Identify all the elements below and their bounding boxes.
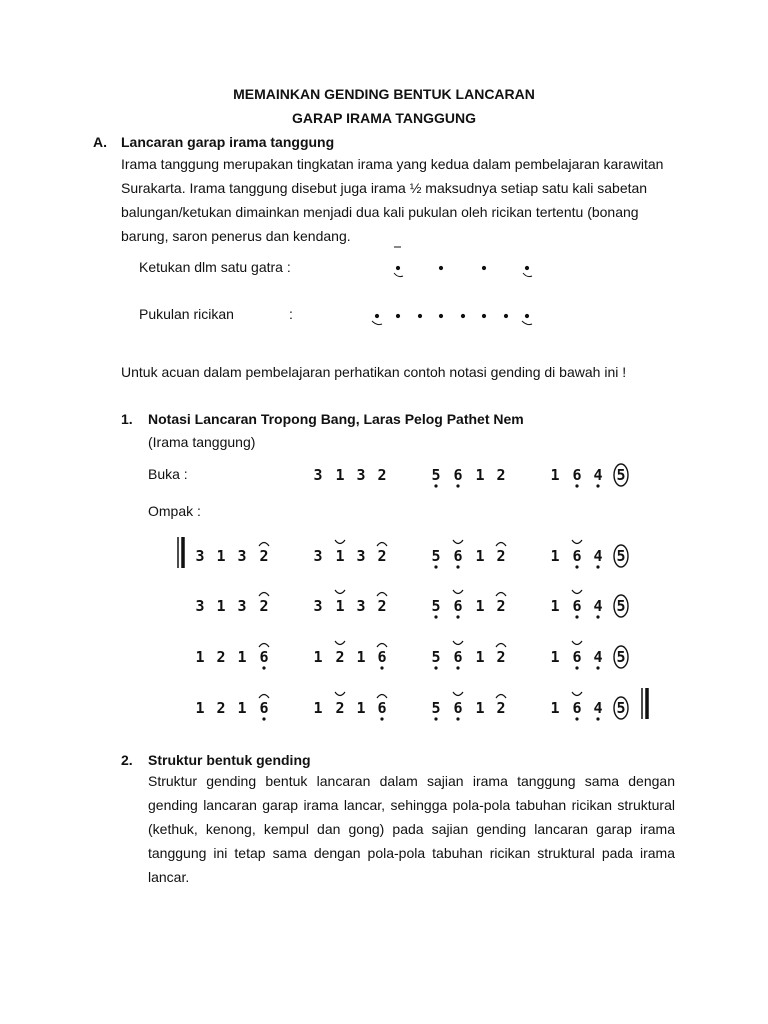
note-digit: 1	[335, 597, 345, 615]
low-octave-dot	[262, 717, 265, 720]
ketukan-slur	[523, 273, 532, 277]
note-digit: 6	[453, 648, 463, 666]
kempul-mark	[335, 641, 345, 645]
kenong-mark	[259, 593, 269, 597]
note-digit: 3	[313, 547, 323, 565]
note-digit: 1	[550, 466, 560, 484]
kempul-mark	[335, 590, 345, 594]
note-digit: 2	[496, 466, 506, 484]
ketukan-label: Ketukan dlm satu gatra :	[139, 259, 291, 275]
note-digit: 2	[259, 547, 269, 565]
kempul-mark	[572, 692, 582, 696]
note-digit: 1	[195, 648, 205, 666]
note-digit: 1	[550, 597, 560, 615]
note-digit: 1	[313, 699, 323, 717]
note-digit: 5	[616, 466, 626, 484]
low-octave-dot	[456, 484, 459, 487]
note-digit: 5	[431, 466, 441, 484]
note-digit: 5	[616, 699, 626, 717]
pukulan-slur	[522, 321, 532, 325]
note-digit: 3	[195, 547, 205, 565]
note-digit: 2	[496, 648, 506, 666]
note-digit: 5	[431, 699, 441, 717]
note-digit: 6	[572, 648, 582, 666]
pukulan-dot	[461, 314, 464, 317]
low-octave-dot	[456, 565, 459, 568]
note-digit: 4	[593, 597, 603, 615]
note-digit: 1	[335, 466, 345, 484]
kenong-mark	[377, 695, 387, 699]
low-octave-dot	[434, 565, 437, 568]
document-title: MEMAINKAN GENDING BENTUK LANCARAN	[233, 86, 535, 102]
note-digit: 4	[593, 466, 603, 484]
note-digit: 6	[572, 597, 582, 615]
note-digit: 3	[237, 597, 247, 615]
low-octave-dot	[575, 666, 578, 669]
kempul-mark	[453, 540, 463, 544]
note-digit: 2	[377, 597, 387, 615]
low-octave-dot	[380, 717, 383, 720]
low-octave-dot	[380, 666, 383, 669]
low-octave-dot	[456, 666, 459, 669]
document-subtitle: GARAP IRAMA TANGGUNG	[291, 110, 477, 126]
section-a-heading: Lancaran garap irama tanggung	[121, 134, 335, 150]
ketukan-dot	[439, 266, 442, 269]
kenong-mark	[259, 543, 269, 547]
note-digit: 5	[431, 648, 441, 666]
low-octave-dot	[596, 484, 599, 487]
kenong-mark	[496, 593, 506, 597]
note-digit: 1	[237, 699, 247, 717]
kempul-mark	[572, 540, 582, 544]
low-octave-dot	[596, 717, 599, 720]
note-digit: 3	[356, 547, 366, 565]
note-digit: 4	[593, 547, 603, 565]
note-digit: 6	[453, 699, 463, 717]
note-digit: 1	[216, 597, 226, 615]
low-octave-dot	[434, 717, 437, 720]
beat-diagram	[372, 247, 532, 325]
section-a-marker: A.	[93, 134, 107, 150]
low-octave-dot	[596, 666, 599, 669]
note-digit: 3	[313, 466, 323, 484]
pukulan-dot	[525, 314, 528, 317]
note-digit: 1	[475, 648, 485, 666]
note-digit: 6	[572, 699, 582, 717]
note-digit: 2	[335, 648, 345, 666]
low-octave-dot	[575, 565, 578, 568]
note-digit: 1	[356, 648, 366, 666]
ketukan-dot	[482, 266, 485, 269]
note-digit: 3	[356, 466, 366, 484]
low-octave-dot	[456, 717, 459, 720]
kempul-mark	[335, 692, 345, 696]
kenong-mark	[496, 695, 506, 699]
ompak-label: Ompak :	[148, 503, 201, 519]
low-octave-dot	[434, 615, 437, 618]
kenong-mark	[496, 644, 506, 648]
note-digit: 2	[216, 699, 226, 717]
kempul-mark	[453, 641, 463, 645]
item-1-number: 1.	[121, 411, 133, 427]
note-digit: 6	[453, 466, 463, 484]
note-digit: 2	[377, 547, 387, 565]
note-digit: 1	[335, 547, 345, 565]
note-digit: 5	[616, 597, 626, 615]
pukulan-dot	[482, 314, 485, 317]
note-digit: 3	[237, 547, 247, 565]
note-digit: 5	[431, 547, 441, 565]
low-octave-dot	[262, 666, 265, 669]
note-digit: 1	[216, 547, 226, 565]
pukulan-slur	[372, 321, 382, 325]
kenong-mark	[496, 543, 506, 547]
buka-label: Buka :	[148, 466, 188, 482]
note-digit: 1	[550, 648, 560, 666]
low-octave-dot	[575, 717, 578, 720]
note-digit: 5	[616, 547, 626, 565]
low-octave-dot	[596, 615, 599, 618]
pukulan-dot	[504, 314, 507, 317]
low-octave-dot	[596, 565, 599, 568]
kenong-mark	[377, 543, 387, 547]
kenong-mark	[377, 593, 387, 597]
note-digit: 1	[237, 648, 247, 666]
note-digit: 6	[572, 466, 582, 484]
note-digit: 2	[259, 597, 269, 615]
kempul-mark	[335, 540, 345, 544]
low-octave-dot	[575, 484, 578, 487]
item-2-paragraph: Struktur gending bentuk lancaran dalam sajian irama tanggung sama dengan gending lancaran garap irama lancar, sehingga pola-pola tabuhan ricikan struktural (kethuk, kenong, kempul dan gong) pada sajian gending lancaran garap irama tanggung ini tetap sama dengan pola-pola tabuhan ricikan struktural pada irama lancar.	[148, 773, 675, 885]
note-digit: 1	[313, 648, 323, 666]
pukulan-label: Pukulan ricikan	[139, 306, 234, 322]
note-digit: 3	[313, 597, 323, 615]
pukulan-dot	[439, 314, 442, 317]
note-digit: 6	[453, 547, 463, 565]
note-digit: 1	[475, 699, 485, 717]
note-digit: 1	[475, 466, 485, 484]
kenong-mark	[377, 644, 387, 648]
note-digit: 1	[356, 699, 366, 717]
note-digit: 6	[377, 648, 387, 666]
reference-text: Untuk acuan dalam pembelajaran perhatikan contoh notasi gending di bawah ini !	[121, 364, 627, 380]
note-digit: 6	[453, 597, 463, 615]
note-digit: 6	[572, 547, 582, 565]
kenong-mark	[259, 644, 269, 648]
note-digit: 1	[550, 547, 560, 565]
low-octave-dot	[434, 484, 437, 487]
low-octave-dot	[456, 615, 459, 618]
note-digit: 3	[195, 597, 205, 615]
low-octave-dot	[434, 666, 437, 669]
note-digit: 6	[259, 699, 269, 717]
note-digit: 3	[356, 597, 366, 615]
note-digit: 1	[475, 547, 485, 565]
kenong-mark	[259, 695, 269, 699]
kempul-mark	[453, 692, 463, 696]
note-digit: 5	[616, 648, 626, 666]
ketukan-slur	[394, 273, 403, 277]
pukulan-dot	[375, 314, 378, 317]
item-1-subtitle: (Irama tanggung)	[148, 434, 256, 450]
pukulan-colon: :	[289, 306, 293, 322]
note-digit: 2	[377, 466, 387, 484]
low-octave-dot	[575, 615, 578, 618]
note-digit: 2	[496, 597, 506, 615]
note-digit: 6	[259, 648, 269, 666]
note-digit: 5	[431, 597, 441, 615]
kempul-mark	[453, 590, 463, 594]
item-2-heading: Struktur bentuk gending	[148, 752, 311, 768]
note-digit: 6	[377, 699, 387, 717]
ketukan-dot	[525, 266, 528, 269]
note-digit: 4	[593, 699, 603, 717]
item-2-number: 2.	[121, 752, 133, 768]
pukulan-dot	[396, 314, 399, 317]
kempul-mark	[572, 641, 582, 645]
ketukan-dot	[396, 266, 399, 269]
note-digit: 2	[335, 699, 345, 717]
note-digit: 2	[496, 547, 506, 565]
item-1-heading: Notasi Lancaran Tropong Bang, Laras Pelog Pathet Nem	[148, 411, 524, 427]
note-digit: 2	[216, 648, 226, 666]
note-digit: 1	[550, 699, 560, 717]
note-digit: 4	[593, 648, 603, 666]
note-digit: 1	[195, 699, 205, 717]
pukulan-dot	[418, 314, 421, 317]
note-digit: 2	[496, 699, 506, 717]
note-digit: 1	[475, 597, 485, 615]
kempul-mark	[572, 590, 582, 594]
section-a-paragraph: Irama tanggung merupakan tingkatan irama yang kedua dalam pembelajaran karawitan Surakarta. Irama tanggung disebut juga irama ½ maksudnya setiap satu kali sabetan balungan/ketukan dimainkan menjadi dua kali pukulan oleh ricikan tertentu (bonang barung, saron penerus dan kendang.	[121, 156, 664, 244]
